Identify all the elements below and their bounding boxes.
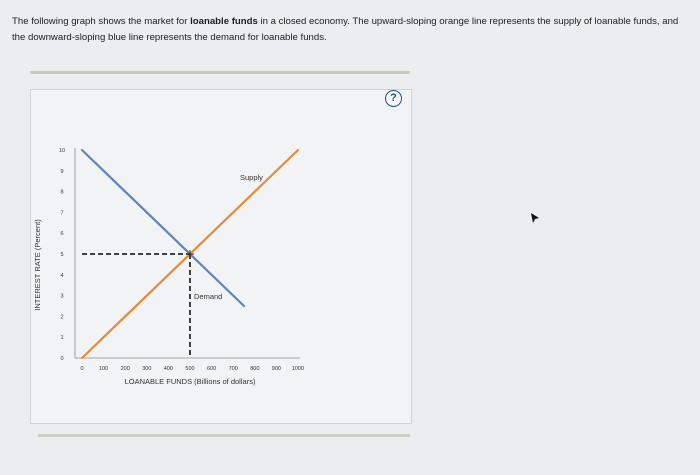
x-tick-label: 100 xyxy=(99,366,109,372)
y-tick-label: 9 xyxy=(60,168,64,175)
x-tick-label: 800 xyxy=(250,366,260,372)
x-tick-label: 600 xyxy=(207,366,217,372)
x-tick-label: 200 xyxy=(120,366,130,372)
supply-label: Supply xyxy=(240,173,263,182)
x-axis-ticks xyxy=(80,366,304,372)
x-tick-label: 900 xyxy=(271,366,281,372)
intro-part-2: in a closed economy. The upward-sloping orange line represents the supply of loanable funds, and the downward-sloping blue line represents the demand for loanable funds. xyxy=(12,16,679,43)
y-tick-label: 2 xyxy=(60,314,64,321)
help-icon[interactable]: ? xyxy=(385,90,402,107)
x-tick-label: 0 xyxy=(80,366,84,372)
demand-label: Demand xyxy=(194,292,223,301)
y-tick-label: 4 xyxy=(60,272,64,279)
y-tick-label: 0 xyxy=(60,356,64,362)
y-tick-label: 6 xyxy=(60,231,64,238)
x-tick-label: 300 xyxy=(142,366,152,372)
y-tick-label: 8 xyxy=(60,189,64,196)
y-tick-label: 10 xyxy=(58,148,66,154)
y-axis-title: INTEREST RATE (Percent) xyxy=(33,219,42,311)
x-tick-label: 1000 xyxy=(291,366,305,372)
x-tick-label: 400 xyxy=(163,366,173,372)
y-tick-label: 3 xyxy=(60,293,64,300)
demand-line xyxy=(82,150,244,306)
x-axis-title: LOANABLE FUNDS (Billions of dollars) xyxy=(124,377,256,386)
y-tick-label: 7 xyxy=(60,210,64,217)
intro-part-1: The following graph shows the market for xyxy=(12,16,191,27)
y-tick-label: 1 xyxy=(60,335,64,342)
intro-bold-term: loanable funds xyxy=(190,16,258,27)
bottom-divider xyxy=(38,434,410,437)
y-axis-ticks xyxy=(59,148,65,362)
x-tick-label: 500 xyxy=(185,366,195,372)
y-tick-label: 5 xyxy=(60,252,64,258)
x-tick-label: 700 xyxy=(228,366,238,372)
